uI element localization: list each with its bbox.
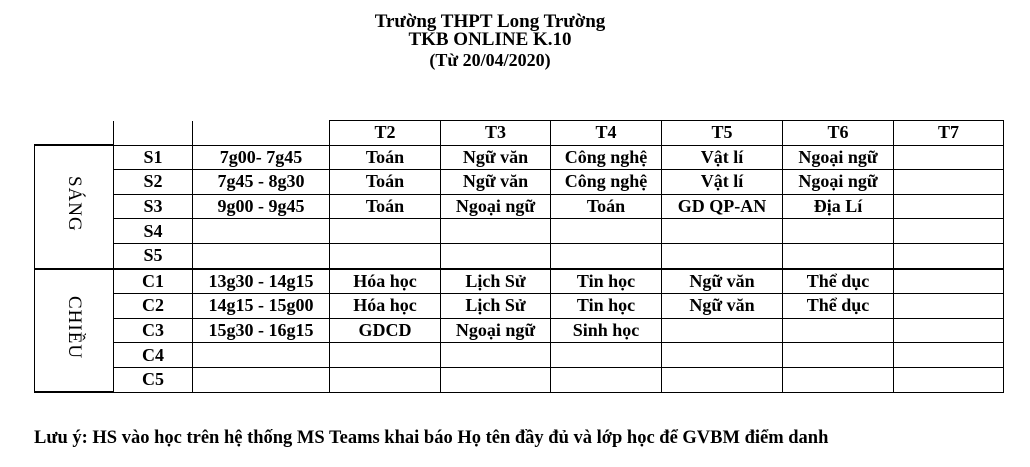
period-label: C4: [114, 343, 193, 368]
schedule-row: [35, 243, 1004, 268]
subject-cell: [441, 219, 551, 244]
period-time: 14g15 - 15g00: [193, 294, 330, 319]
subject-cell: [662, 318, 783, 343]
subject-cell: Thể dục: [783, 269, 894, 294]
day-header: T6: [783, 121, 894, 146]
subject-cell: [662, 243, 783, 268]
timetable: [34, 120, 1004, 393]
subject-cell: Sinh học: [551, 318, 662, 343]
subject-cell: Vật lí: [662, 145, 783, 170]
subject-cell: Ngoại ngữ: [783, 145, 894, 170]
period-label: C2: [114, 294, 193, 319]
schedule-row: [35, 294, 1004, 319]
schedule-row: [35, 367, 1004, 392]
subject-cell: Toán: [330, 145, 441, 170]
subject-cell: Lịch Sử: [441, 269, 551, 294]
day-header: T2: [330, 121, 441, 146]
subject-cell: GDCD: [330, 318, 441, 343]
morning-session-label: [35, 145, 114, 268]
period-label: S5: [114, 243, 193, 268]
subject-cell: [783, 343, 894, 368]
subject-cell: Ngữ văn: [662, 269, 783, 294]
period-time: [193, 219, 330, 244]
period-label: S1: [114, 145, 193, 170]
subject-cell: Toán: [551, 194, 662, 219]
period-time: [193, 343, 330, 368]
subject-cell: [330, 343, 441, 368]
subject-cell: [894, 294, 1004, 319]
subject-cell: [894, 318, 1004, 343]
subject-cell: [330, 243, 441, 268]
session-label-text: SÁNG: [64, 176, 85, 233]
subject-cell: [783, 243, 894, 268]
subject-cell: [662, 367, 783, 392]
empty-corner: [35, 121, 114, 146]
day-header-row: [35, 121, 1004, 146]
schedule-row: [35, 318, 1004, 343]
period-time: 7g00- 7g45: [193, 145, 330, 170]
subject-cell: Ngoại ngữ: [441, 194, 551, 219]
empty-corner: [114, 121, 193, 146]
subject-cell: [783, 219, 894, 244]
subject-cell: Địa Lí: [783, 194, 894, 219]
schedule-row: [35, 145, 1004, 170]
subject-cell: [330, 367, 441, 392]
subject-cell: Ngoại ngữ: [441, 318, 551, 343]
subject-cell: [662, 219, 783, 244]
period-label: S3: [114, 194, 193, 219]
school-name: Trường THPT Long Trường: [374, 11, 606, 32]
effective-date: (Từ 20/04/2020): [429, 50, 551, 70]
day-header: T4: [551, 121, 662, 146]
subject-cell: [783, 367, 894, 392]
empty-corner: [193, 121, 330, 146]
subject-cell: Hóa học: [330, 294, 441, 319]
subject-cell: [894, 194, 1004, 219]
period-time: 9g00 - 9g45: [193, 194, 330, 219]
schedule-row: [35, 219, 1004, 244]
subject-cell: Hóa học: [330, 269, 441, 294]
subject-cell: Công nghệ: [551, 145, 662, 170]
subject-cell: [551, 343, 662, 368]
subject-cell: [894, 243, 1004, 268]
subject-cell: [894, 219, 1004, 244]
schedule-row: [35, 170, 1004, 195]
subject-cell: [330, 219, 441, 244]
subject-cell: Ngữ văn: [662, 294, 783, 319]
subject-cell: [551, 219, 662, 244]
afternoon-session-label: [35, 269, 114, 392]
period-label: C5: [114, 367, 193, 392]
subject-cell: Ngữ văn: [441, 170, 551, 195]
subject-cell: Công nghệ: [551, 170, 662, 195]
day-header: T5: [662, 121, 783, 146]
subject-cell: [894, 269, 1004, 294]
subject-cell: Toán: [330, 170, 441, 195]
period-label: S4: [114, 219, 193, 244]
subject-cell: Thể dục: [783, 294, 894, 319]
subject-cell: [441, 243, 551, 268]
period-time: [193, 243, 330, 268]
subject-cell: [662, 343, 783, 368]
subject-cell: [783, 318, 894, 343]
subject-cell: Ngoại ngữ: [783, 170, 894, 195]
subject-cell: [441, 367, 551, 392]
subject-cell: [894, 367, 1004, 392]
period-time: 13g30 - 14g15: [193, 269, 330, 294]
schedule-row: [35, 269, 1004, 294]
schedule-row: [35, 343, 1004, 368]
note-text: Lưu ý: HS vào học trên hệ thống MS Teams khai báo Họ tên đầy đủ và lớp học để GVBM điểm danh: [34, 428, 829, 448]
subject-cell: GD QP-AN: [662, 194, 783, 219]
day-header: T3: [441, 121, 551, 146]
subject-cell: Vật lí: [662, 170, 783, 195]
subject-cell: [551, 243, 662, 268]
subject-cell: Tin học: [551, 269, 662, 294]
subject-cell: Tin học: [551, 294, 662, 319]
period-label: C3: [114, 318, 193, 343]
day-header: T7: [894, 121, 1004, 146]
subject-cell: [894, 170, 1004, 195]
subject-cell: Ngữ văn: [441, 145, 551, 170]
session-label-text: CHIỀU: [64, 296, 85, 360]
period-time: [193, 367, 330, 392]
period-time: 15g30 - 16g15: [193, 318, 330, 343]
subject-cell: Toán: [330, 194, 441, 219]
subject-cell: [441, 343, 551, 368]
subject-cell: [551, 367, 662, 392]
period-time: 7g45 - 8g30: [193, 170, 330, 195]
period-label: C1: [114, 269, 193, 294]
schedule-row: [35, 194, 1004, 219]
timetable-title: TKB ONLINE K.10: [408, 29, 572, 50]
period-label: S2: [114, 170, 193, 195]
subject-cell: Lịch Sử: [441, 294, 551, 319]
subject-cell: [894, 145, 1004, 170]
subject-cell: [894, 343, 1004, 368]
